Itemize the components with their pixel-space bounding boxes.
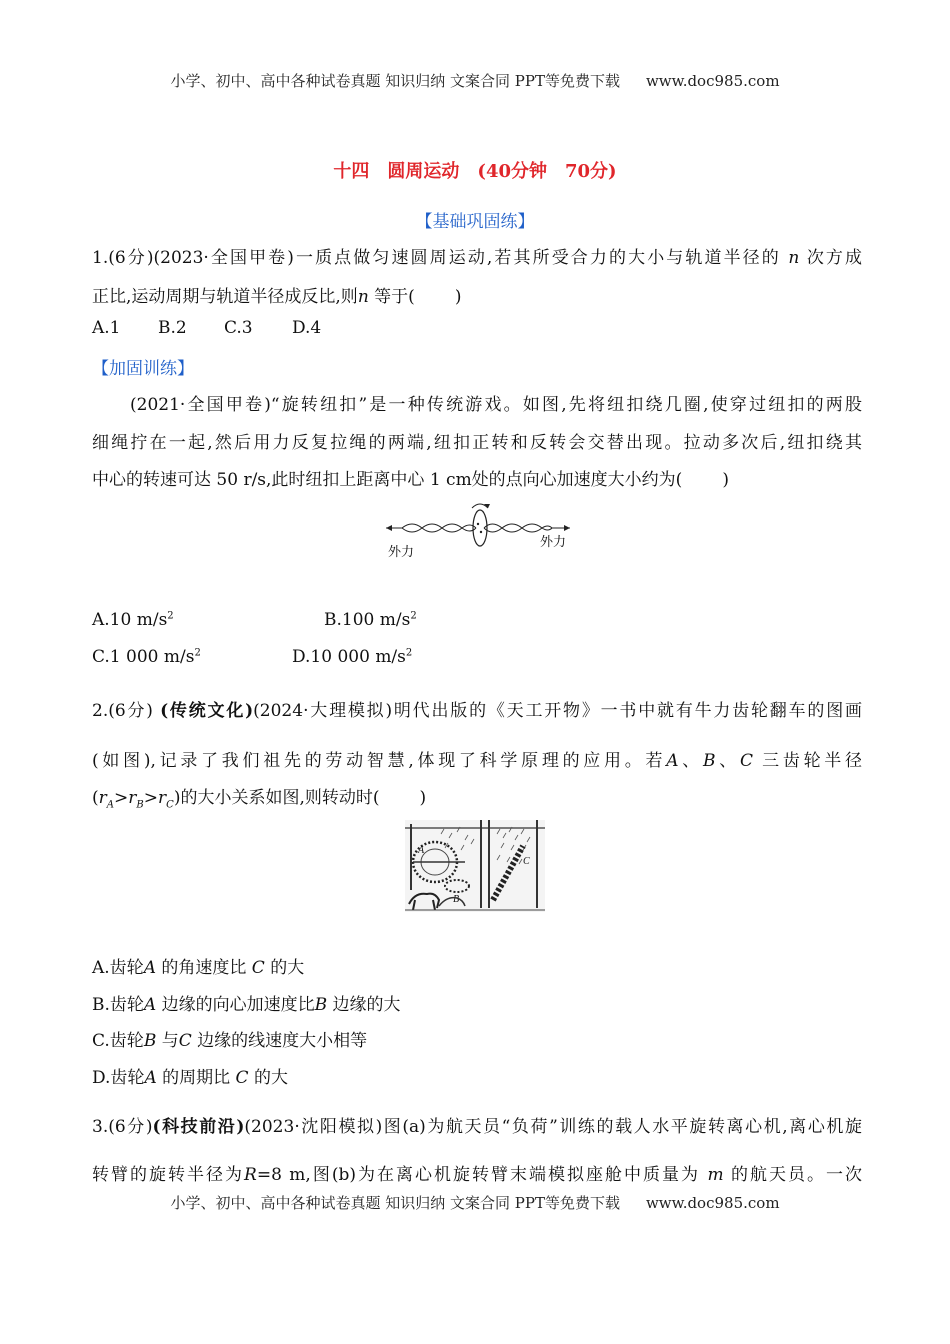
q2-option-d[interactable]: D.齿轮A 的周期比 C 的大 [92, 1068, 288, 1088]
svg-text:B: B [453, 894, 460, 905]
q3-line2: 转臂的旋转半径为R=8 m,图(b)为在离心机旋转臂末端模拟座舱中质量为 m 的航天员。一次 [92, 1165, 863, 1185]
q1-option-c[interactable]: C.3 [224, 318, 253, 338]
extra-line1: (2021·全国甲卷)“旋转纽扣”是一种传统游戏。如图,先将纽扣绕几圈,使穿过纽扣的两股 [130, 395, 862, 415]
ox-waterwheel-illustration-icon [405, 820, 545, 912]
section-reinforce: 【加固训练】 [92, 359, 194, 379]
footer-site[interactable]: www.doc985.com [645, 1194, 780, 1212]
q2-option-a[interactable]: A.齿轮A 的角速度比 C 的大 [92, 958, 305, 978]
extra-option-b[interactable]: B.100 $m/s^2$ [324, 610, 417, 630]
q1-option-b[interactable]: B.2 [158, 318, 187, 338]
extra-option-d[interactable]: D.10 000 $m/s^2$ [292, 647, 413, 667]
q1-line1: 1.(6分)(2023·全国甲卷)一质点做匀速圆周运动,若其所受合力的大小与轨道半径的 n 次方成 [92, 248, 863, 268]
extra-line3: 中心的转速可达 50 r/s,此时纽扣上距离中心 1 cm处的点向心加速度大小约为( ) [92, 470, 729, 490]
q2-line1: 2.(6分) (传统文化)(2024·大理模拟)明代出版的《天工开物》一书中就有牛力齿轮翻车的图画 [92, 701, 862, 721]
q1-option-a[interactable]: A.1 [92, 318, 121, 338]
page-footer [0, 1192, 950, 1213]
svg-text:C: C [523, 856, 530, 867]
q2-line3: $(r_A>r_B>r_C)$的大小关系如图,则转动时( ) [92, 788, 427, 811]
header-site[interactable]: www.doc985.com [645, 72, 780, 90]
spinning-button-figure [380, 498, 580, 562]
header-text: 小学、初中、高中各种试卷真题 知识归纳 文案合同 PPT等免费下载 [170, 72, 620, 90]
q3-line1: 3.(6分)(科技前沿)(2023·沈阳模拟)图(a)为航天员“负荷”训练的载人水平旋转离心机,离心机旋 [92, 1117, 862, 1137]
gear-waterwheel-figure [405, 820, 545, 912]
q1-line2: 正比,运动周期与轨道半径成反比,则n 等于( ) [92, 287, 462, 307]
q2-option-c[interactable]: C.齿轮B 与C 边缘的线速度大小相等 [92, 1031, 368, 1051]
fig-label-left: 外力 [388, 545, 415, 560]
q2-line2: (如图),记录了我们祖先的劳动智慧,体现了科学原理的应用。若A、B、C 三齿轮半径 [92, 751, 863, 771]
extra-line2: 细绳拧在一起,然后用力反复拉绳的两端,纽扣正转和反转会交替出现。拉动多次后,纽扣绕其 [92, 433, 862, 453]
section-basic: 【基础巩固练】 [415, 212, 535, 232]
title-meta: (40分钟 [477, 161, 547, 182]
q2-option-b[interactable]: B.齿轮A 边缘的向心加速度比B 边缘的大 [92, 995, 401, 1015]
title-score: 70分) [565, 161, 617, 182]
title-topic: 圆周运动 [387, 161, 460, 182]
extra-option-c[interactable]: C.1 000 $m/s^2$ [92, 647, 201, 667]
extra-option-a[interactable]: A.10 $m/s^2$ [92, 610, 174, 630]
footer-text: 小学、初中、高中各种试卷真题 知识归纳 文案合同 PPT等免费下载 [170, 1194, 620, 1212]
fig-label-right: 外力 [540, 535, 567, 550]
page-title [0, 157, 950, 183]
q1-option-d[interactable]: D.4 [292, 318, 322, 338]
svg-text:A: A [418, 845, 425, 856]
page-header [0, 70, 950, 91]
title-chapter: 十四 [333, 161, 370, 182]
